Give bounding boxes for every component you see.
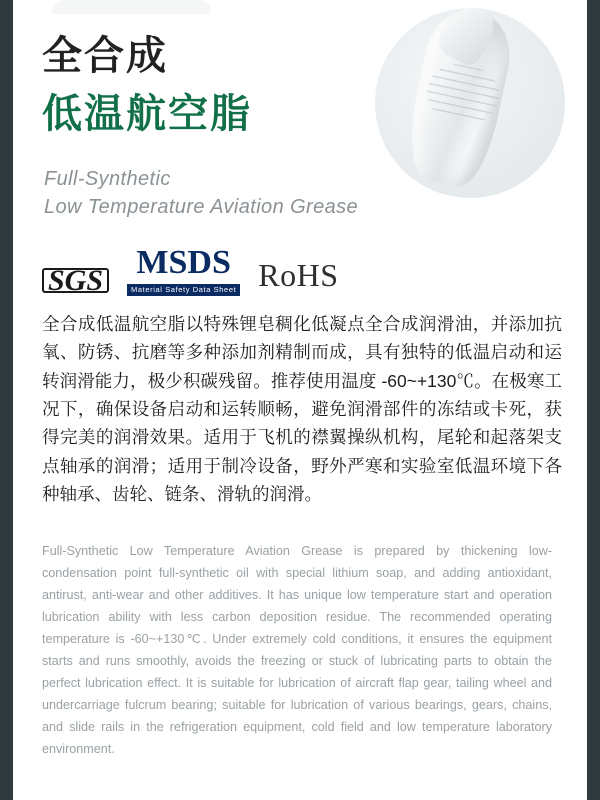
description-english: Full-Synthetic Low Temperature Aviation Grease is prepared by thickening low-condensation point full-synthetic oil with special lithium soap, and adding antioxidant, antirust, anti-wear and other additives. It has unique low temperature start and operation lubrication ability with less carbon deposition residue. The recommended operating temperature is -60~+130℃. Under extremely cold conditions, it ensures the equipment starts and runs smoothly, avoids the freezing or stuck of lubricating parts to obtain the perfect lubrication effect. It is suitable for lubrication of aircraft flap gear, tailing wheel and undercarriage fulcrum bearing; suitable for lubrication of various bearings, gears, chains, and slide rails in the refrigeration equipment, cold field and low temperature laboratory environment. (42, 544, 552, 757)
sgs-logo-label: SGS (48, 263, 104, 297)
right-edge-band (587, 0, 600, 800)
msds-logo-sublabel: Material Safety Data Sheet (127, 284, 240, 296)
sgs-logo (42, 265, 109, 297)
page-title-cn-line2: 低温航空脂 (42, 92, 252, 136)
rohs-logo (258, 257, 338, 296)
certification-logos (42, 246, 339, 296)
rohs-logo-label: RoHS (258, 257, 339, 293)
msds-logo (127, 246, 240, 296)
page-subtitle-en-line2: Low Temperature Aviation Grease (44, 196, 359, 218)
page-title-cn-line1: 全合成 (42, 34, 168, 78)
left-edge-band (0, 0, 13, 800)
product-photo (375, 8, 565, 198)
description-chinese: 全合成低温航空脂以特殊锂皂稠化低凝点全合成润滑油，并添加抗氧、防锈、抗磨等多种添加剂精制而成，具有独特的低温启动和运转润滑能力，极少积碳残留。推荐使用温度 -60~+130℃。在极寒工况下，确保设备启动和运转顺畅，避免润滑部件的冻结或卡死，获得完美的润滑效果。适用于飞机的襟翼操纵机构，尾轮和起落架支点轴承的润滑；适用于制冷设备，野外严寒和实验室低温环境下各种轴承、齿轮、链条、滑轨的润滑。 (42, 314, 562, 505)
page-subtitle-en-line1: Full-Synthetic (44, 168, 171, 190)
gear-decoration-icon (40, 0, 210, 28)
msds-logo-label: MSDS (136, 244, 231, 281)
